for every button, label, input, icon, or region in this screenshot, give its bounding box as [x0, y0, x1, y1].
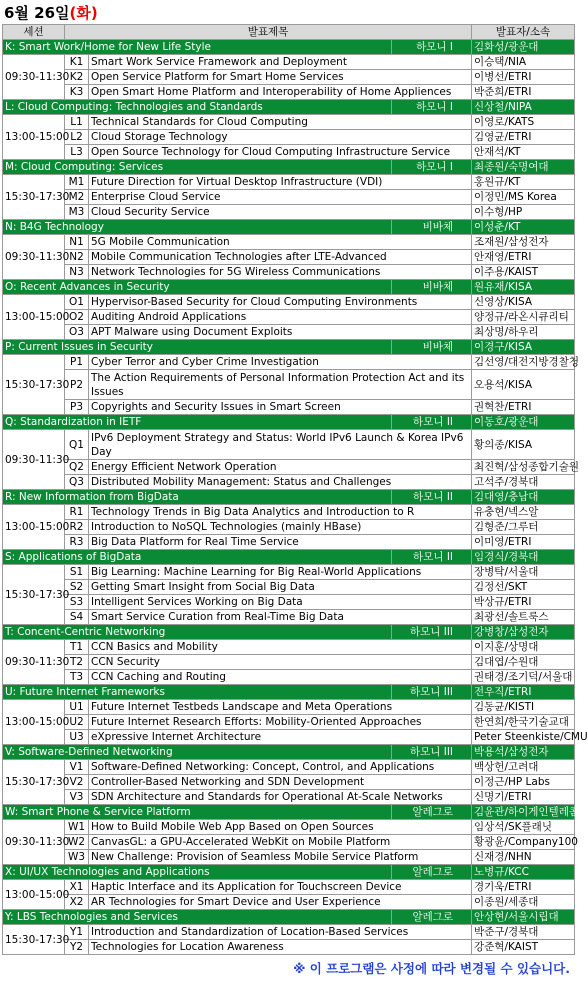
talk-row	[3, 730, 575, 745]
track-chair: 이경구/KISA	[472, 340, 575, 355]
talk-code: X2	[65, 895, 89, 910]
talk-title: Distributed Mobility Management: Status and Challenges	[89, 475, 472, 490]
talk-code: T3	[65, 670, 89, 685]
talk-row	[3, 175, 575, 190]
talk-speaker: 박준구/경북대	[472, 925, 575, 940]
talk-title: Open Smart Home Platform and Interoperability of Home Appliences	[89, 85, 472, 100]
talk-row	[3, 190, 575, 205]
talk-code: Y2	[65, 940, 89, 955]
talk-code: O1	[65, 295, 89, 310]
header-session: 세션	[3, 25, 65, 40]
talk-code: W1	[65, 820, 89, 835]
footer-note: ※ 이 프로그램은 사정에 따라 변경될 수 있습니다.	[293, 961, 570, 976]
track-title: R: New Information from BigData	[3, 490, 392, 505]
talk-row	[3, 85, 575, 100]
talk-speaker: 이주용/KAIST	[472, 265, 575, 280]
talk-speaker: 양정규/라온시큐리티	[472, 310, 575, 325]
talk-row	[3, 430, 575, 460]
talk-title: eXpressive Internet Architecture	[89, 730, 472, 745]
talk-row	[3, 295, 575, 310]
talk-speaker: 이미영/ETRI	[472, 535, 575, 550]
talk-title: CCN Basics and Mobility	[89, 640, 472, 655]
talk-speaker: 김대엽/수원대	[472, 655, 575, 670]
talk-row	[3, 355, 575, 370]
talk-row	[3, 70, 575, 85]
talk-row	[3, 835, 575, 850]
talk-title: 5G Mobile Communication	[89, 235, 472, 250]
session-time: 13:00-15:00	[3, 505, 65, 550]
table-header-row	[3, 25, 575, 40]
talk-row	[3, 850, 575, 865]
talk-speaker: 장병탁/서울대	[472, 565, 575, 580]
talk-code: N2	[65, 250, 89, 265]
talk-speaker: 이승택/NIA	[472, 55, 575, 70]
talk-speaker: 한연희/한국기술교대	[472, 715, 575, 730]
track-header-row	[3, 490, 575, 505]
talk-speaker: 이수형/HP	[472, 205, 575, 220]
track-room: 알레그로	[392, 805, 472, 820]
talk-title: Mobile Communication Technologies after LTE-Advanced	[89, 250, 472, 265]
talk-code: P3	[65, 400, 89, 415]
talk-code: M3	[65, 205, 89, 220]
talk-row	[3, 580, 575, 595]
talk-row	[3, 55, 575, 70]
track-title: O: Recent Advances in Security	[3, 280, 392, 295]
talk-row	[3, 820, 575, 835]
talk-title: CanvasGL: a GPU-Accelerated WebKit on Mobile Platform	[89, 835, 472, 850]
track-title: U: Future Internet Frameworks	[3, 685, 392, 700]
talk-code: M1	[65, 175, 89, 190]
talk-code: W2	[65, 835, 89, 850]
talk-speaker: 이영로/KATS	[472, 115, 575, 130]
talk-title: SDN Architecture and Standards for Operational At-Scale Networks	[89, 790, 472, 805]
talk-title: Technologies for Location Awareness	[89, 940, 472, 955]
track-title: V: Software-Defined Networking	[3, 745, 392, 760]
talk-row	[3, 370, 575, 400]
talk-code: S1	[65, 565, 89, 580]
talk-row	[3, 925, 575, 940]
track-chair: 김대영/충남대	[472, 490, 575, 505]
talk-code: P1	[65, 355, 89, 370]
track-chair: 이동호/광운대	[472, 415, 575, 430]
talk-speaker: 백상헌/고려대	[472, 760, 575, 775]
talk-speaker: Peter Steenkiste/CMU	[472, 730, 575, 745]
session-time: 13:00-15:00	[3, 115, 65, 160]
talk-speaker: 안재영/ETRI	[472, 250, 575, 265]
talk-row	[3, 655, 575, 670]
talk-code: R2	[65, 520, 89, 535]
session-time: 15:30-17:30	[3, 175, 65, 220]
talk-title: Big Data Platform for Real Time Service	[89, 535, 472, 550]
talk-speaker: 최상명/하우리	[472, 325, 575, 340]
talk-title: Cloud Storage Technology	[89, 130, 472, 145]
talk-title: Hypervisor-Based Security for Cloud Computing Environments	[89, 295, 472, 310]
talk-title: Smart Service Curation from Real-Time Big Data	[89, 610, 472, 625]
track-header-row	[3, 340, 575, 355]
track-room: 알레그로	[392, 865, 472, 880]
talk-row	[3, 325, 575, 340]
talk-row	[3, 790, 575, 805]
talk-speaker: 임상석/SK플래닛	[472, 820, 575, 835]
talk-speaker: 유충현/넥스알	[472, 505, 575, 520]
track-room: 알레그로	[392, 910, 472, 925]
talk-title: Network Technologies for 5G Wireless Communications	[89, 265, 472, 280]
talk-row	[3, 310, 575, 325]
talk-title: Haptic Interface and its Application for Touchscreen Device	[89, 880, 472, 895]
talk-row	[3, 775, 575, 790]
talk-code: U3	[65, 730, 89, 745]
track-header-row	[3, 100, 575, 115]
talk-code: O2	[65, 310, 89, 325]
track-title: S: Applications of BigData	[3, 550, 392, 565]
talk-row	[3, 235, 575, 250]
talk-speaker: 신영상/KISA	[472, 295, 575, 310]
talk-code: U1	[65, 700, 89, 715]
track-chair: 노병규/KCC	[472, 865, 575, 880]
talk-code: M2	[65, 190, 89, 205]
session-time: 09:30-11:30	[3, 640, 65, 685]
talk-speaker: 신명기/ETRI	[472, 790, 575, 805]
talk-title: Enterprise Cloud Service	[89, 190, 472, 205]
track-title: K: Smart Work/Home for New Life Style	[3, 40, 392, 55]
talk-speaker: 신재경/NHN	[472, 850, 575, 865]
talk-title: Open Source Technology for Cloud Computing Infrastructure Service	[89, 145, 472, 160]
talk-code: V1	[65, 760, 89, 775]
talk-row	[3, 610, 575, 625]
talk-code: N1	[65, 235, 89, 250]
talk-code: K3	[65, 85, 89, 100]
track-title: X: UI/UX Technologies and Applications	[3, 865, 392, 880]
talk-code: V2	[65, 775, 89, 790]
date-label: 6월 26일	[4, 4, 70, 22]
talk-speaker: 조재원/삼성전자	[472, 235, 575, 250]
talk-title: AR Technologies for Smart Device and User Experience	[89, 895, 472, 910]
talk-row	[3, 505, 575, 520]
talk-title: Smart Work Service Framework and Deployment	[89, 55, 472, 70]
track-title: N: B4G Technology	[3, 220, 392, 235]
session-time: 15:30-17:30	[3, 925, 65, 955]
track-room: 비바체	[392, 340, 472, 355]
track-room: 하모니 III	[392, 745, 472, 760]
talk-speaker: 황의종/KISA	[472, 430, 575, 460]
talk-title: Auditing Android Applications	[89, 310, 472, 325]
track-room: 비바체	[392, 220, 472, 235]
track-room: 하모니 I	[392, 40, 472, 55]
talk-title: Copyrights and Security Issues in Smart Screen	[89, 400, 472, 415]
talk-code: Y1	[65, 925, 89, 940]
track-header-row	[3, 40, 575, 55]
talk-title: Introduction to NoSQL Technologies (mainly HBase)	[89, 520, 472, 535]
track-room: 하모니 II	[392, 415, 472, 430]
talk-row	[3, 115, 575, 130]
session-time: 13:00-15:00	[3, 700, 65, 745]
talk-title: Software-Defined Networking: Concept, Control, and Applications	[89, 760, 472, 775]
talk-title: Big Learning: Machine Learning for Big Real-World Applications	[89, 565, 472, 580]
talk-code: U2	[65, 715, 89, 730]
talk-title: The Action Requirements of Personal Information Protection Act and its Issues	[89, 370, 472, 400]
talk-row	[3, 265, 575, 280]
talk-speaker: 이종원/세종대	[472, 895, 575, 910]
track-chair: 신상철/NIPA	[472, 100, 575, 115]
track-room: 하모니 II	[392, 550, 472, 565]
talk-speaker: 김동균/KISTI	[472, 700, 575, 715]
session-time: 13:00-15:00	[3, 295, 65, 340]
talk-row	[3, 880, 575, 895]
talk-code: Q1	[65, 430, 89, 460]
talk-speaker: 권태경/조기덕/서울대	[472, 670, 575, 685]
talk-code: N3	[65, 265, 89, 280]
track-title: P: Current Issues in Security	[3, 340, 392, 355]
talk-title: Technical Standards for Cloud Computing	[89, 115, 472, 130]
talk-title: Cyber Terror and Cyber Crime Investigation	[89, 355, 472, 370]
session-time: 13:00-15:00	[3, 880, 65, 910]
talk-row	[3, 535, 575, 550]
track-header-row	[3, 805, 575, 820]
session-time: 09:30-11:30	[3, 235, 65, 280]
talk-speaker: 권혁찬/ETRI	[472, 400, 575, 415]
track-title: L: Cloud Computing: Technologies and Standards	[3, 100, 392, 115]
talk-row	[3, 475, 575, 490]
talk-speaker: 고석주/경북대	[472, 475, 575, 490]
session-time: 15:30-17:30	[3, 565, 65, 625]
talk-row	[3, 940, 575, 955]
talk-code: R1	[65, 505, 89, 520]
talk-speaker: 강준혁/KAIST	[472, 940, 575, 955]
talk-row	[3, 460, 575, 475]
talk-title: Future Direction for Virtual Desktop Infrastructure (VDI)	[89, 175, 472, 190]
session-time: 09:30-11:30	[3, 55, 65, 100]
talk-row	[3, 145, 575, 160]
session-time: 15:30-17:30	[3, 355, 65, 415]
talk-title: Energy Efficient Network Operation	[89, 460, 472, 475]
talk-title: Getting Smart Insight from Social Big Data	[89, 580, 472, 595]
talk-speaker: 황광윤/Company100	[472, 835, 575, 850]
talk-speaker: 이정근/HP Labs	[472, 775, 575, 790]
track-chair: 임경식/경북대	[472, 550, 575, 565]
talk-title: Open Service Platform for Smart Home Services	[89, 70, 472, 85]
talk-speaker: 오용석/KISA	[472, 370, 575, 400]
talk-code: X1	[65, 880, 89, 895]
talk-row	[3, 760, 575, 775]
talk-code: S4	[65, 610, 89, 625]
track-chair: 김윤관/하이게인텔레콤	[472, 805, 575, 820]
talk-title: IPv6 Deployment Strategy and Status: World IPv6 Launch & Korea IPv6 Day	[89, 430, 472, 460]
track-chair: 전우직/ETRI	[472, 685, 575, 700]
talk-code: O3	[65, 325, 89, 340]
track-room: 하모니 I	[392, 160, 472, 175]
talk-title: New Challenge: Provision of Seamless Mobile Service Platform	[89, 850, 472, 865]
talk-code: Q2	[65, 460, 89, 475]
talk-speaker: 박준희/ETRI	[472, 85, 575, 100]
track-room: 하모니 I	[392, 100, 472, 115]
talk-title: Introduction and Standardization of Location-Based Services	[89, 925, 472, 940]
talk-row	[3, 250, 575, 265]
track-header-row	[3, 865, 575, 880]
track-title: W: Smart Phone & Service Platform	[3, 805, 392, 820]
track-chair: 김화성/광운대	[472, 40, 575, 55]
talk-code: K1	[65, 55, 89, 70]
talk-speaker: 김정선/SKT	[472, 580, 575, 595]
talk-title: Intelligent Services Working on Big Data	[89, 595, 472, 610]
schedule-table	[2, 24, 588, 955]
track-chair: 원유재/KISA	[472, 280, 575, 295]
talk-speaker: 김영균/ETRI	[472, 130, 575, 145]
session-time: 09:30-11:30	[3, 820, 65, 865]
talk-row	[3, 130, 575, 145]
talk-row	[3, 640, 575, 655]
talk-speaker: 최광선/솔트룩스	[472, 610, 575, 625]
talk-code: L3	[65, 145, 89, 160]
track-title: T: Concent-Centric Networking	[3, 625, 392, 640]
talk-code: S3	[65, 595, 89, 610]
talk-code: W3	[65, 850, 89, 865]
session-time: 09:30-11:30	[3, 430, 65, 490]
track-title: Y: LBS Technologies and Services	[3, 910, 392, 925]
talk-title: Cloud Security Service	[89, 205, 472, 220]
track-room: 하모니 II	[392, 490, 472, 505]
track-chair: 안상현/서울시립대	[472, 910, 575, 925]
track-header-row	[3, 220, 575, 235]
session-time: 15:30-17:30	[3, 760, 65, 805]
talk-speaker: 홍원규/KT	[472, 175, 575, 190]
talk-row	[3, 895, 575, 910]
talk-title: How to Build Mobile Web App Based on Open Sources	[89, 820, 472, 835]
talk-speaker: 이정민/MS Korea	[472, 190, 575, 205]
talk-title: CCN Caching and Routing	[89, 670, 472, 685]
day-of-week: (화)	[69, 4, 98, 22]
talk-speaker: 안재석/KT	[472, 145, 575, 160]
track-header-row	[3, 910, 575, 925]
talk-speaker: 최진혁/삼성종합기술원	[472, 460, 575, 475]
track-chair: 이성춘/KT	[472, 220, 575, 235]
track-chair: 박용석/삼성전자	[472, 745, 575, 760]
talk-row	[3, 400, 575, 415]
talk-title: Future Internet Research Efforts: Mobility-Oriented Approaches	[89, 715, 472, 730]
track-chair: 강병창/삼성전자	[472, 625, 575, 640]
track-title: M: Cloud Computing: Services	[3, 160, 392, 175]
talk-title: APT Malware using Document Exploits	[89, 325, 472, 340]
talk-code: L1	[65, 115, 89, 130]
talk-row	[3, 700, 575, 715]
talk-title: CCN Security	[89, 655, 472, 670]
track-room: 하모니 III	[392, 685, 472, 700]
talk-code: S2	[65, 580, 89, 595]
talk-row	[3, 595, 575, 610]
talk-row	[3, 715, 575, 730]
talk-row	[3, 205, 575, 220]
talk-title: Future Internet Testbeds Landscape and Meta Operations	[89, 700, 472, 715]
date-title	[0, 0, 576, 24]
talk-speaker: 김선영/대전지방경찰청	[472, 355, 575, 370]
talk-row	[3, 520, 575, 535]
track-title: Q: Standardization in IETF	[3, 415, 392, 430]
track-chair: 최종원/숙명여대	[472, 160, 575, 175]
talk-code: L2	[65, 130, 89, 145]
talk-code: K2	[65, 70, 89, 85]
talk-code: Q3	[65, 475, 89, 490]
talk-code: P2	[65, 370, 89, 400]
talk-row	[3, 670, 575, 685]
talk-code: T1	[65, 640, 89, 655]
talk-code: R3	[65, 535, 89, 550]
talk-speaker: 경기욱/ETRI	[472, 880, 575, 895]
talk-speaker: 이지훈/상명대	[472, 640, 575, 655]
talk-speaker: 박상규/ETRI	[472, 595, 575, 610]
talk-code: T2	[65, 655, 89, 670]
track-header-row	[3, 745, 575, 760]
track-room: 비바체	[392, 280, 472, 295]
talk-title: Controller-Based Networking and SDN Development	[89, 775, 472, 790]
track-header-row	[3, 550, 575, 565]
talk-title: Technology Trends in Big Data Analytics and Introduction to R	[89, 505, 472, 520]
track-header-row	[3, 415, 575, 430]
talk-speaker: 이병선/ETRI	[472, 70, 575, 85]
header-speaker: 발표자/소속	[472, 25, 575, 40]
talk-code: V3	[65, 790, 89, 805]
track-header-row	[3, 625, 575, 640]
header-title: 발표제목	[65, 25, 472, 40]
track-header-row	[3, 685, 575, 700]
track-header-row	[3, 160, 575, 175]
track-room: 하모니 III	[392, 625, 472, 640]
talk-row	[3, 565, 575, 580]
talk-speaker: 김형준/그루터	[472, 520, 575, 535]
track-header-row	[3, 280, 575, 295]
